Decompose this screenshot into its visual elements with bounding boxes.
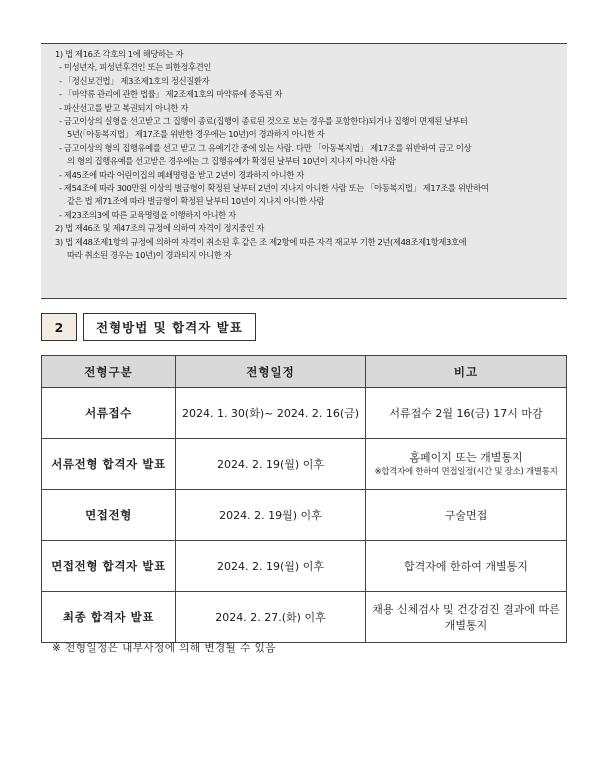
qual-line: 따라 취소된 경우는 10년)이 경과되지 아니한 자 — [67, 250, 232, 261]
header-remark: 비고 — [366, 356, 567, 388]
header-schedule: 전형일정 — [176, 356, 366, 388]
section-heading — [41, 313, 256, 341]
table-row — [42, 490, 567, 541]
stage-cell: 서류접수 — [42, 388, 176, 439]
remark-cell: 합격자에 한하여 개별통지 — [366, 541, 567, 592]
table-row — [42, 388, 567, 439]
schedule-cell: 2024. 1. 30(화)~ 2024. 2. 16(금) — [176, 388, 366, 439]
stage-cell: 최종 합격자 발표 — [42, 592, 176, 643]
qual-line: - 제23조의3에 따른 교육명령을 이행하지 아니한 자 — [59, 209, 236, 220]
table-row — [42, 541, 567, 592]
remark-main: 홈페이지 또는 개별통지 — [409, 450, 523, 464]
schedule-table — [41, 355, 567, 643]
remark-cell: 구술면접 — [366, 490, 567, 541]
schedule-cell: 2024. 2. 27.(화) 이후 — [176, 592, 366, 643]
qual-line: 3) 법 제48조제1항의 규정에 의하여 자격이 취소된 후 같은 조 제2항에 따른 자격 재교부 기한 2년(제48조제1항제3호에 — [55, 236, 467, 247]
qual-line: 1) 법 제16조 각호의 1에 해당하는 자 — [55, 49, 184, 59]
qual-line: - 제54조에 따라 300만원 이상의 벌금형이 확정된 날부터 2년이 지나지 아니한 사람 또는 「아동복지법」 제17조를 위반하여 — [59, 183, 489, 194]
table-header-row — [42, 356, 567, 388]
disqualification-box — [41, 43, 567, 299]
qual-line: 5년(「아동복지법」 제17조를 위반한 경우에는 10년)이 경과하지 아니한 자 — [67, 129, 325, 140]
schedule-cell: 2024. 2. 19월) 이후 — [176, 490, 366, 541]
stage-cell: 서류전형 합격자 발표 — [42, 439, 176, 490]
qual-line: - 금고이상의 형의 집행유예를 선고 받고 그 유예기간 중에 있는 사람. 다만 「아동복지법」 제17조를 위반하여 금고 이상 — [59, 142, 472, 153]
table-row — [42, 439, 567, 490]
qual-line: - 「정신보건법」 제3조제1호의 정신질환자 — [59, 75, 210, 86]
qual-line: - 미성년자, 피성년후견인 또는 피한정후견인 — [59, 62, 212, 73]
remark-note: ※합격자에 한하여 면접일정(시간 및 장소) 개별통지 — [374, 466, 558, 477]
stage-cell: 면접전형 합격자 발표 — [42, 541, 176, 592]
qual-line: 의 형의 집행유예를 선고받은 경우에는 그 집행유예가 확정된 날부터 10년이 지나지 아니한 사람 — [67, 156, 396, 167]
stage-cell: 면접전형 — [42, 490, 176, 541]
qual-line: - 파산선고를 받고 복권되지 아니한 자 — [59, 102, 189, 113]
remark-cell: 채용 신체검사 및 건강검진 결과에 따른 개별통지 — [366, 592, 567, 643]
table-row — [42, 592, 567, 643]
header-stage: 전형구분 — [42, 356, 176, 388]
schedule-cell: 2024. 2. 19(월) 이후 — [176, 541, 366, 592]
qual-line: 같은 법 제71조에 따라 벌금형이 확정된 날부터 10년이 지나지 아니한 사람 — [67, 196, 325, 207]
qual-line: - 「마약류 관리에 관한 법률」 제2조제1호의 마약류에 중독된 자 — [59, 89, 282, 100]
qual-line: 2) 법 제46조 및 제47조의 규정에 의하여 자격이 정지중인 자 — [55, 223, 265, 234]
section-number: 2 — [41, 313, 77, 341]
remark-cell — [366, 439, 567, 490]
qual-line: - 제45조에 따라 어린이집의 폐쇄명령을 받고 2년이 경과하지 아니한 자 — [59, 169, 304, 180]
section-title: 전형방법 및 합격자 발표 — [83, 313, 256, 341]
qual-line: - 금고이상의 실형을 선고받고 그 집행이 종료(집행이 종료된 것으로 보는 경우를 포함한다)되거나 집행이 면제된 날부터 — [59, 116, 468, 127]
schedule-cell: 2024. 2. 19(월) 이후 — [176, 439, 366, 490]
remark-cell: 서류접수 2월 16(금) 17시 마감 — [366, 388, 567, 439]
schedule-footnote: ※ 전형일정은 내부사정에 의해 변경될 수 있음 — [52, 642, 276, 654]
